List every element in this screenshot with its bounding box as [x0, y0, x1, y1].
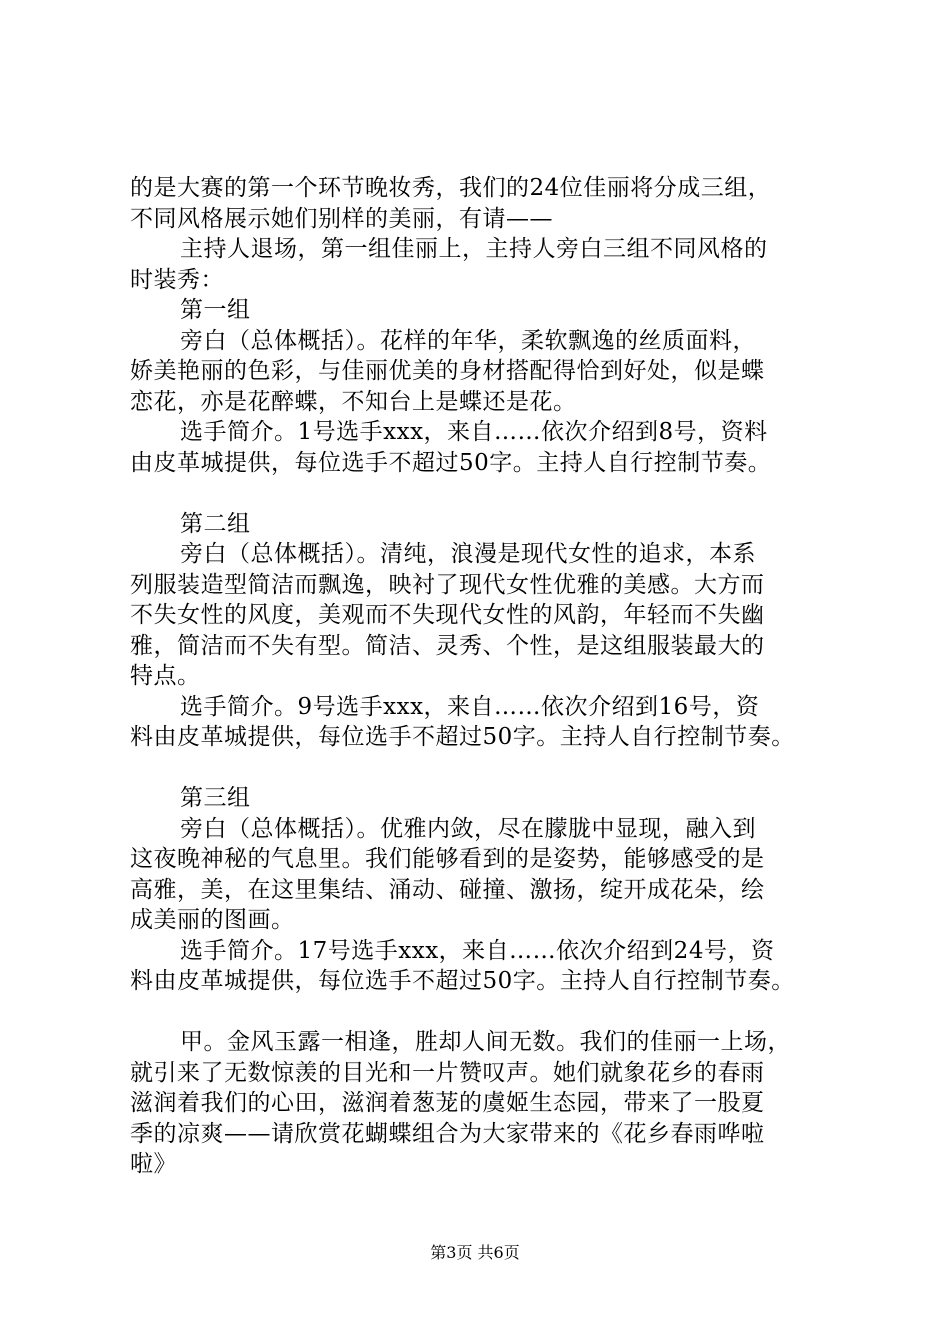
text-line: 的是大赛的第一个环节晚妆秀，我们的24位佳丽将分成三组，: [130, 175, 772, 201]
text-line: 料由皮革城提供，每位选手不超过50字。主持人自行控制节奏。: [130, 968, 795, 994]
text-line: 旁白（总体概括）。优雅内敛，尽在朦胧中显现，融入到: [180, 815, 756, 842]
text-line: 特点。: [130, 663, 201, 689]
section-heading-group-3: 第三组: [180, 785, 251, 811]
text-line: 选手简介。17号选手xxx，来自……依次介绍到24号，资: [180, 937, 775, 964]
text-line: 旁白（总体概括）。清纯，浪漫是现代女性的追求，本系: [180, 541, 756, 567]
section-heading-group-1: 第一组: [180, 297, 251, 323]
text-line: 啦》: [130, 1151, 177, 1177]
text-line: 列服装造型简洁而飘逸，映衬了现代女性优雅的美感。大方而: [130, 571, 765, 598]
text-line: 甲。金风玉露一相逢，胜却人间无数。我们的佳丽一上场，: [180, 1029, 791, 1055]
section-heading-group-2: 第二组: [180, 510, 251, 537]
text-line: 季的凉爽——请欣赏花蝴蝶组合为大家带来的《花乡春雨哗啦: [130, 1120, 765, 1147]
blank-line: [130, 753, 830, 784]
blank-line: [130, 997, 830, 1028]
text-line: 高雅，美，在这里集结、涌动、碰撞、激扬，绽开成花朵，绘: [130, 876, 765, 903]
text-line: 滋润着我们的心田，滋润着葱茏的虞姬生态园，带来了一股夏: [130, 1090, 765, 1116]
text-line: 这夜晚神秘的气息里。我们能够看到的是姿势，能够感受的是: [130, 846, 765, 872]
text-line: 娇美艳丽的色彩，与佳丽优美的身材搭配得恰到好处，似是蝶: [130, 358, 765, 384]
blank-line: [130, 478, 830, 509]
text-line: 就引来了无数惊羡的目光和一片赞叹声。她们就象花乡的春雨: [130, 1059, 765, 1086]
document-body: [130, 173, 830, 1180]
text-line: 不同风格展示她们别样的美丽，有请——: [130, 205, 553, 232]
text-line: 选手简介。1号选手xxx，来自……依次介绍到8号，资料: [180, 419, 768, 445]
text-line: 料由皮革城提供，每位选手不超过50字。主持人自行控制节奏。: [130, 724, 795, 750]
page-number-footer: 第3页 共6页: [430, 1243, 520, 1262]
text-line: 时装秀：: [130, 266, 224, 293]
text-line: 选手简介。9号选手xxx，来自……依次介绍到16号，资: [180, 693, 760, 720]
text-line: 主持人退场，第一组佳丽上，主持人旁白三组不同风格的: [180, 236, 768, 262]
text-line: 旁白（总体概括）。花样的年华，柔软飘逸的丝质面料，: [180, 327, 756, 354]
text-line: 成美丽的图画。: [130, 907, 295, 933]
text-line: 不失女性的风度，美观而不失现代女性的风韵，年轻而不失幽: [130, 602, 765, 628]
text-line: 雅，简洁而不失有型。简洁、灵秀、个性，是这组服装最大的: [130, 632, 765, 659]
text-line: 由皮革城提供，每位选手不超过50字。主持人自行控制节奏。: [130, 449, 772, 476]
text-line: 恋花，亦是花醉蝶，不知台上是蝶还是花。: [130, 388, 577, 415]
